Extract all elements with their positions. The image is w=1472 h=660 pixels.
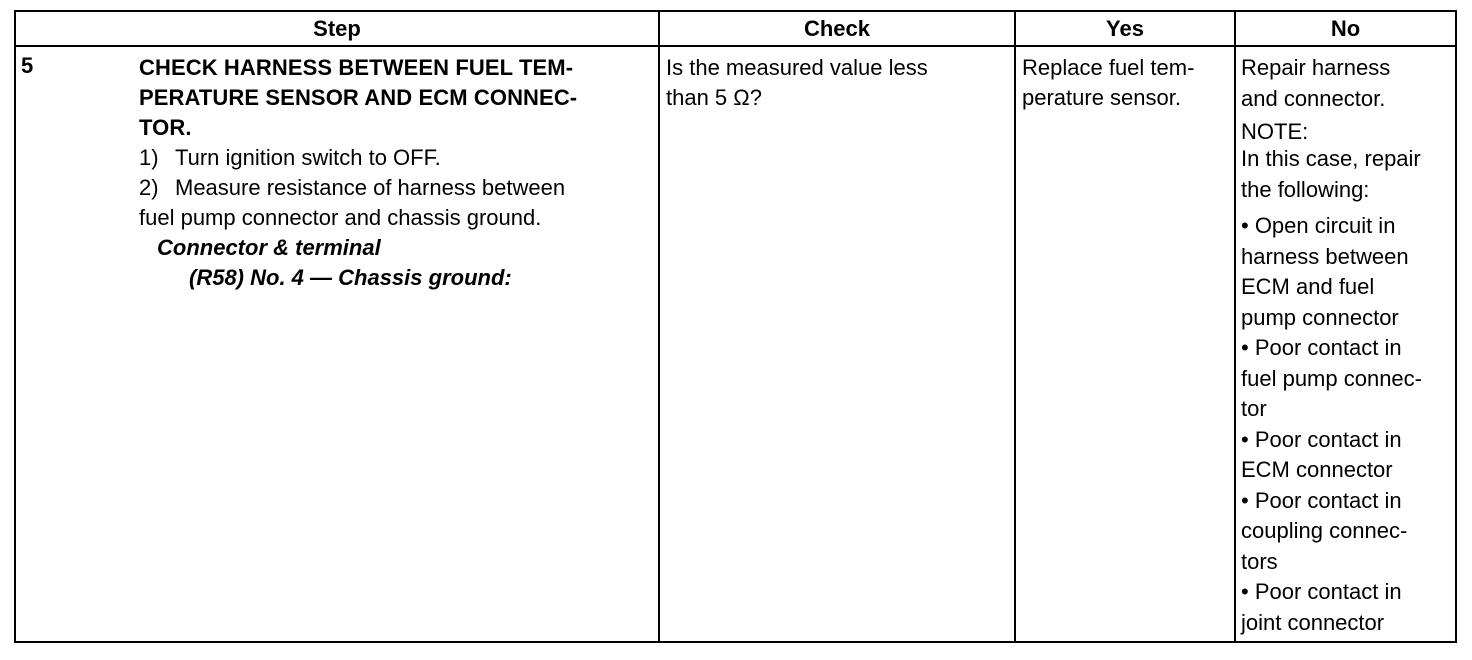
no-line: harness between	[1241, 243, 1409, 269]
check-line: Is the measured value less	[666, 55, 928, 80]
no-line: ECM connector	[1241, 457, 1393, 482]
yes-line: Replace fuel tem-	[1022, 55, 1195, 80]
header-row	[15, 11, 1456, 46]
no-line: • Poor contact in	[1241, 426, 1402, 452]
no-line: tors	[1241, 548, 1278, 574]
connector-label: Connector & terminal	[157, 235, 381, 260]
table-row	[15, 46, 1456, 642]
no-line: tor	[1241, 396, 1267, 421]
yes-cell	[1015, 46, 1235, 642]
header-step: Step	[15, 11, 659, 46]
note-label: NOTE:	[1241, 119, 1309, 144]
no-line: fuel pump connec-	[1241, 365, 1422, 391]
diagnostic-table	[14, 10, 1457, 643]
check-text	[660, 47, 1014, 113]
no-line: the following:	[1241, 176, 1370, 202]
no-line: • Open circuit in	[1241, 213, 1396, 238]
substep-2	[139, 173, 654, 203]
check-line: than 5 Ω?	[666, 85, 762, 110]
header-check: Check	[659, 11, 1015, 46]
step-cell	[133, 46, 659, 642]
step-number-cell	[15, 46, 133, 642]
substep-1	[139, 143, 654, 173]
no-line: ECM and fuel	[1241, 274, 1375, 299]
header-no: No	[1235, 11, 1456, 46]
substep-1-number: 1)	[139, 145, 159, 170]
step-title-line: PERATURE SENSOR AND ECM CONNEC-	[139, 85, 578, 110]
step-title-line: CHECK HARNESS BETWEEN FUEL TEM-	[139, 55, 574, 80]
step-title-line: TOR.	[139, 115, 192, 140]
connector-value: (R58) No. 4 — Chassis ground:	[189, 265, 512, 290]
no-line: Repair harness	[1241, 55, 1391, 80]
substep-2-number: 2)	[139, 175, 159, 200]
no-line: joint connector	[1241, 609, 1385, 635]
no-line: • Poor contact in	[1241, 335, 1402, 360]
check-cell	[659, 46, 1015, 642]
yes-line: perature sensor.	[1022, 85, 1181, 110]
no-line: • Poor contact in	[1241, 487, 1402, 513]
step-number: 5	[21, 53, 34, 78]
substep-2-continuation: fuel pump connector and chassis ground.	[139, 205, 542, 230]
no-line: pump connector	[1241, 304, 1399, 330]
header-yes: Yes	[1015, 11, 1235, 46]
substep-1-text: Turn ignition switch to OFF.	[175, 145, 441, 170]
no-line: • Poor contact in	[1241, 579, 1402, 604]
yes-text	[1016, 47, 1234, 113]
substep-2-text: Measure resistance of harness between	[175, 175, 566, 200]
no-line: and connector.	[1241, 85, 1386, 111]
step-title	[139, 53, 654, 143]
no-cell	[1235, 46, 1456, 642]
no-line: coupling connec-	[1241, 518, 1408, 543]
no-line: In this case, repair	[1241, 146, 1421, 171]
